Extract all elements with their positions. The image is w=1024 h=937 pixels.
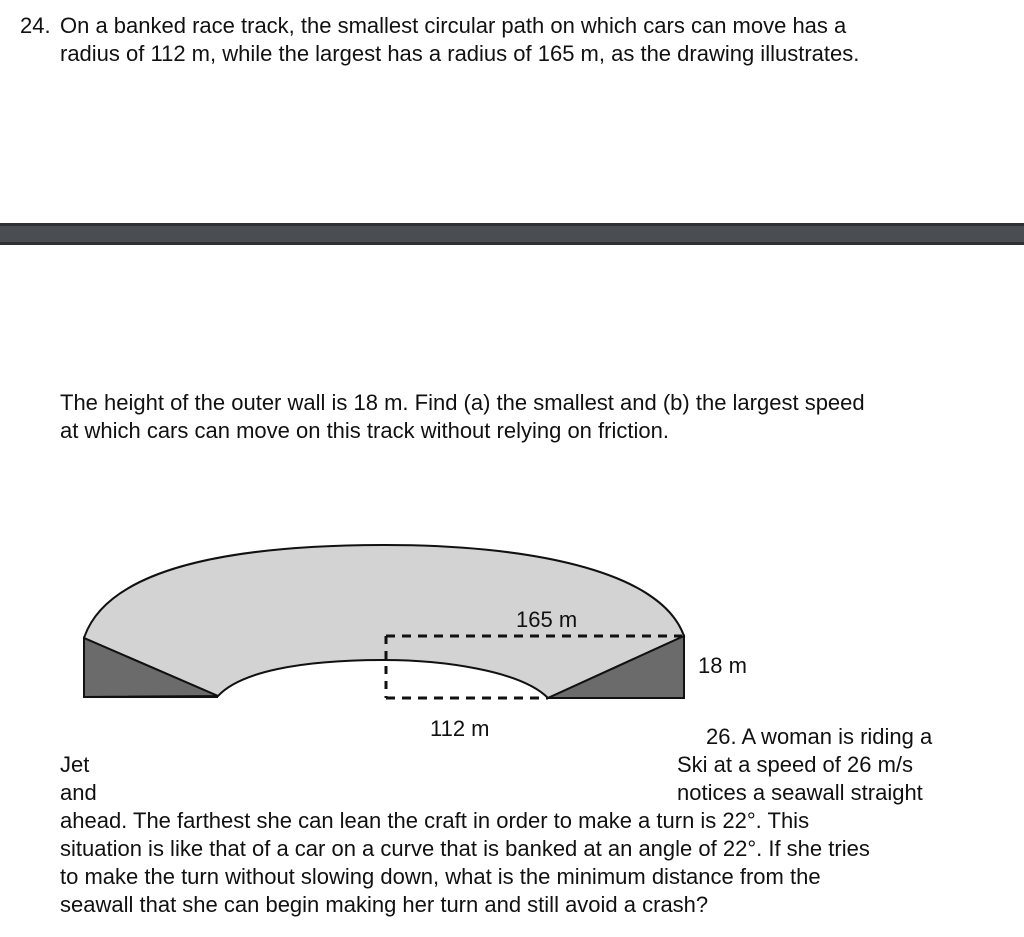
problem-24-number: 24. (20, 13, 51, 38)
problem-26-word-and: and (60, 780, 97, 805)
problem-26-text-line-6: to make the turn without slowing down, what is the minimum distance from the (60, 864, 821, 889)
wall-height-label: 18 m (698, 653, 747, 678)
problem-26-text-right-2: notices a seawall straight (677, 780, 923, 805)
problem-26-text-line-7: seawall that she can begin making her turn and still avoid a crash? (60, 892, 709, 917)
problem-24-text-line-2: radius of 112 m, while the largest has a radius of 165 m, as the drawing illustrates. (60, 41, 860, 66)
problem-24-question-line-1: The height of the outer wall is 18 m. Find (a) the smallest and (b) the largest speed (60, 390, 865, 415)
outer-radius-label: 165 m (516, 607, 578, 632)
problem-26-text-line-5: situation is like that of a car on a curve that is banked at an angle of 22°. If she tries (60, 836, 870, 861)
problem-26-text-line-4: ahead. The farthest she can lean the craft in order to make a turn is 22°. This (60, 808, 810, 833)
problem-26-text-head: 26. A woman is riding a (706, 724, 933, 749)
problem-26-text-right-1: Ski at a speed of 26 m/s (677, 752, 914, 777)
problem-24-text-line-1: On a banked race track, the smallest circular path on which cars can move has a (60, 13, 847, 38)
problem-26-word-jet: Jet (60, 752, 90, 777)
problem-24-question-line-2: at which cars can move on this track without relying on friction. (60, 418, 669, 443)
track-surface (84, 545, 684, 698)
inner-radius-label: 112 m (430, 716, 490, 741)
